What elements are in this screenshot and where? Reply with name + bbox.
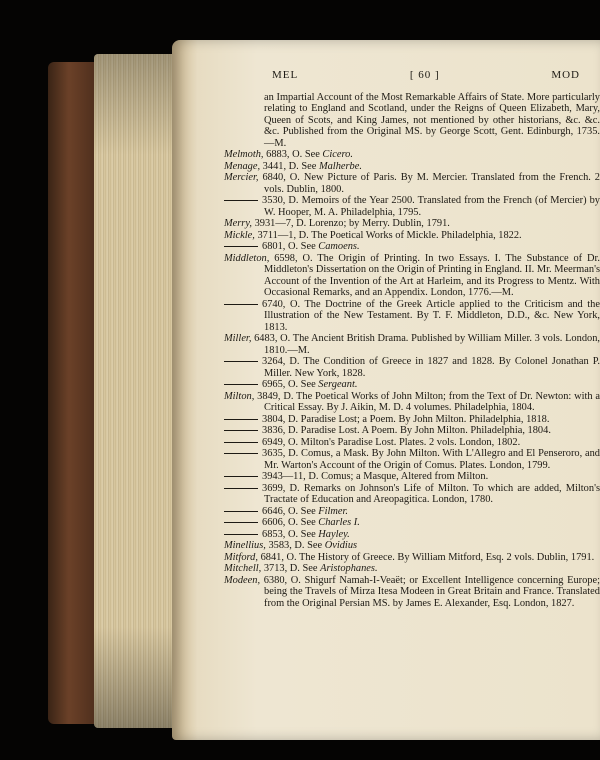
see-reference: Camoens. (318, 241, 360, 252)
running-header (224, 70, 600, 82)
entry-text: 6840, O. New Picture of Paris. By M. Mercier. Translated from the French. 2 vols. Dublin, 1800. (258, 172, 600, 195)
ditto-dash (224, 511, 258, 512)
header-right: MOD (551, 69, 580, 81)
catalog-entry (224, 218, 600, 230)
author-name: Modeen, (224, 574, 261, 586)
entry-text: 3264, D. The Condition of Greece in 1827 and 1828. By Colonel Jonathan P. Miller. New York, 1828. (262, 356, 600, 379)
entry-text: 3530, D. Memoirs of the Year 2500. Translated from the French (of Mercier) by W. Hooper, M. A. Philadelphia, 1795. (262, 195, 600, 218)
catalog-entry (224, 529, 600, 541)
author-name: Mickle, (224, 229, 255, 241)
catalog-entry (224, 506, 600, 518)
author-name: Melmoth, (224, 149, 264, 160)
catalog-entry (224, 437, 600, 449)
entry-text: 6380, O. Shigurf Namah-I-Veaët; or Excellent Intelligence concerning Europe; being the Travels of Mirza Itesa Modeen in Great Britain and France. Translated from the Original Persian MS. by James E. Alexander, Esq. London, 1827. (260, 574, 600, 609)
ditto-dash (224, 430, 258, 431)
catalog-entry (224, 575, 600, 610)
catalog-entry (224, 425, 600, 437)
see-reference: Sergeant. (318, 379, 358, 390)
catalog-entry (224, 448, 600, 471)
entry-text: 6801, O. See (262, 241, 319, 252)
author-name: Menage, (224, 160, 261, 172)
ditto-dash (224, 534, 258, 535)
header-left: MEL (272, 69, 299, 81)
see-reference: Malherbe. (318, 160, 362, 172)
open-book (48, 40, 600, 740)
catalog-entry (224, 149, 600, 161)
author-name: Merry, (224, 218, 252, 229)
entry-text: 6646, O. See (262, 505, 319, 517)
catalog-entry (224, 356, 600, 379)
ditto-dash (224, 488, 258, 489)
entry-text: 6740, O. The Doctrine of the Greek Article applied to the Criticism and the Illustration of the New Testament. By T. F. Middleton, D.D., &c. New York, 1813. (262, 298, 600, 333)
see-reference: Aristophanes. (320, 563, 378, 574)
author-name: Mitford, (224, 551, 258, 563)
entry-text: 6949, O. Milton's Paradise Lost. Plates. 2 vols. London, 1802. (262, 436, 521, 448)
ditto-dash (224, 419, 258, 420)
ditto-dash (224, 476, 258, 477)
book-cover (48, 62, 100, 724)
entry-text: 3713, D. See (261, 563, 321, 574)
ditto-dash (224, 361, 258, 362)
entry-text: 3836, D. Paradise Lost. A Poem. By John Milton. Philadelphia, 1804. (262, 425, 551, 436)
ditto-dash (224, 522, 258, 523)
see-reference: Charles I. (318, 517, 360, 528)
catalog-entry (224, 414, 600, 426)
entry-text: 6965, O. See (262, 379, 319, 390)
book-page (172, 40, 600, 740)
entry-text: 3441, D. See (260, 160, 319, 172)
catalog-entries (224, 149, 600, 609)
entry-text: 6841, O. The History of Greece. By William Mitford, Esq. 2 vols. Dublin, 1791. (257, 551, 595, 563)
entry-text: 3583, D. See (265, 540, 325, 551)
ditto-dash (224, 453, 258, 454)
catalog-entry (224, 517, 600, 529)
ditto-dash (224, 442, 258, 443)
catalog-entry (224, 333, 600, 356)
entry-text: 3943—11, D. Comus; a Masque, Altered from Milton. (262, 471, 489, 482)
catalog-entry (224, 195, 600, 218)
ditto-dash (224, 200, 258, 201)
catalog-entry (224, 230, 600, 242)
page-content (224, 70, 600, 609)
catalog-entry (224, 379, 600, 391)
entry-text: 6598, O. The Origin of Printing. In two Essays. I. The Substance of Dr. Middleton's Dissertation on the Origin of Printing in England. II. Mr. Meerman's Account of the Invention of the Art at Harleim, and its Progress to Mentz. With Occasional Remarks, and an Appendix. London, 1776.—M. (264, 252, 600, 298)
author-name: Middleton, (224, 252, 270, 264)
catalog-entry (224, 540, 600, 552)
ditto-dash (224, 304, 258, 305)
entry-text: 6883, O. See (263, 149, 323, 160)
ditto-dash (224, 384, 258, 385)
entry-text: 3699, D. Remarks on Johnson's Life of Milton. To which are added, Milton's Tractate of Education and Areopagitica. London, 1780. (262, 482, 600, 505)
author-name: Milton, (224, 390, 255, 402)
entry-text: 6606, O. See (262, 517, 319, 528)
ditto-dash (224, 246, 258, 247)
catalog-entry (224, 172, 600, 195)
see-reference: Hayley. (318, 528, 350, 540)
entry-text: 3711—1, D. The Poetical Works of Mickle. Philadelphia, 1822. (254, 229, 522, 241)
see-reference: Cicero. (322, 149, 353, 160)
catalog-entry (224, 253, 600, 299)
catalog-entry (224, 471, 600, 483)
see-reference: Ovidius (324, 540, 358, 551)
entry-text: 3849, D. The Poetical Works of John Milton; from the Text of Dr. Newton: with a Critical Essay. By J. Aikin, M. D. 4 volumes. Philadelphia, 1804. (254, 390, 600, 413)
see-reference: Filmer. (318, 505, 349, 517)
author-name: Minellius, (224, 540, 266, 551)
catalog-entry (224, 161, 600, 173)
entry-text: 3931—7, D. Lorenzo; by Merry. Dublin, 1791. (252, 218, 450, 229)
catalog-entry (224, 483, 600, 506)
author-name: Mercier, (224, 172, 259, 183)
author-name: Miller, (224, 333, 252, 344)
entry-text: 3635, D. Comus, a Mask. By John Milton. With L'Allegro and El Penseroro, and Mr. Warton's Account of the Origin of Comus. Plates. London, 1799. (262, 448, 600, 471)
catalog-entry (224, 241, 600, 253)
continued-entry-text: an Impartial Account of the Most Remarkable Affairs of State. More particularly relating to England and Scotland, under the Reigns of Queen Elizabeth, Mary, Queen of Scots, and King James, not mentioned by other historians, &c. &c. &c. Published from the Original MS. by George Scott, Gent. Edinburgh, 1735.—M. (264, 91, 600, 149)
author-name: Mitchell, (224, 563, 262, 574)
entry-text: 3804, D. Paradise Lost; a Poem. By John Milton. Philadelphia, 1818. (262, 413, 550, 425)
entry-text: 6483, O. The Ancient British Drama. Published by William Miller. 3 vols. London, 1810.—M. (251, 333, 600, 356)
page-number: [ 60 ] (409, 69, 440, 81)
entry-text: 6853, O. See (262, 528, 319, 540)
catalog-entry (224, 552, 600, 564)
catalog-entry (224, 299, 600, 334)
catalog-entry (224, 391, 600, 414)
catalog-entry (224, 563, 600, 575)
